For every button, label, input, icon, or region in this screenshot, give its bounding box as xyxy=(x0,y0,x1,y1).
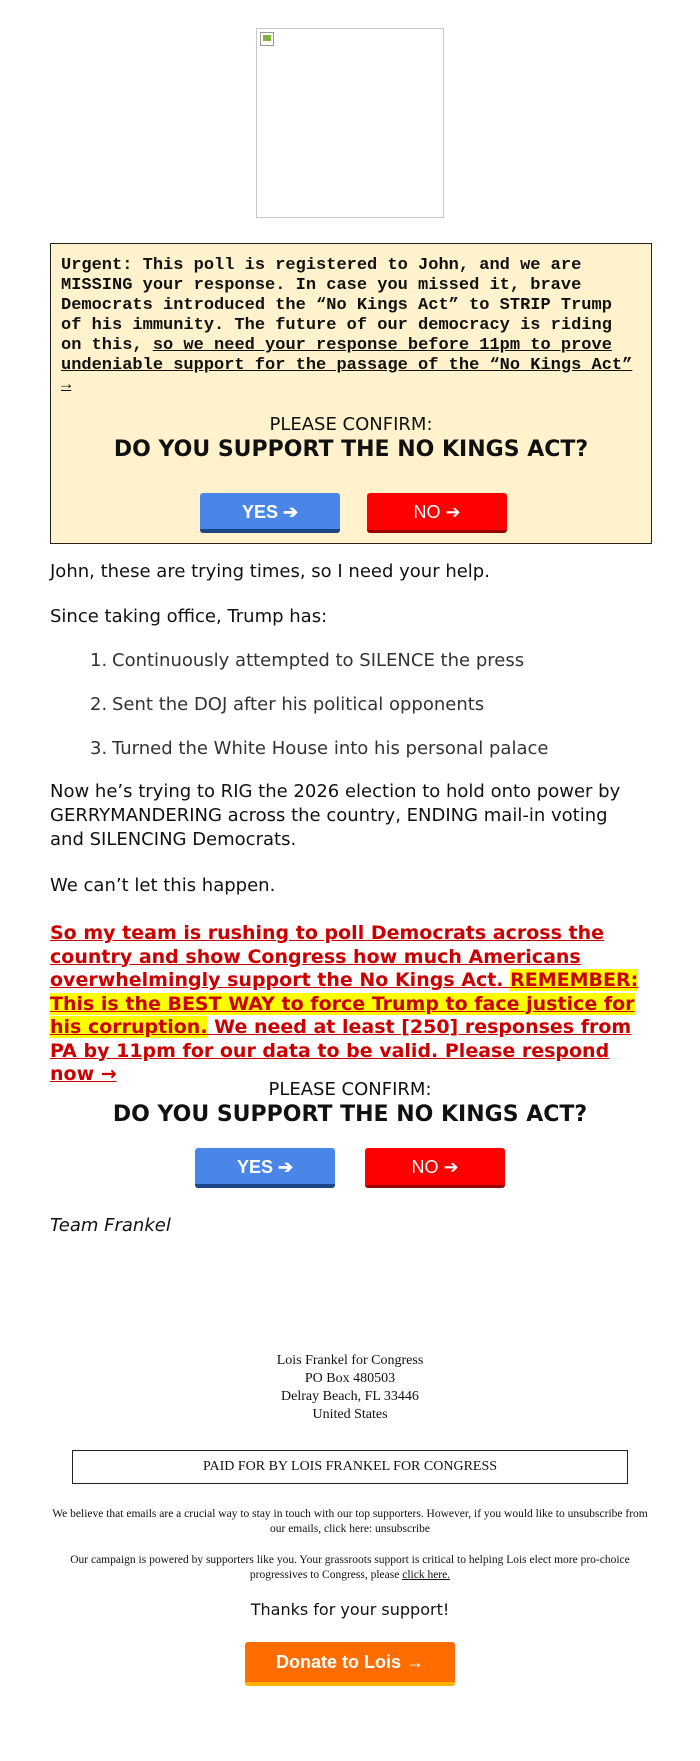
address-line: Lois Frankel for Congress xyxy=(276,1353,424,1368)
list-text: Sent the DOJ after his political opponents xyxy=(112,694,485,715)
powered-body: Our campaign is powered by supporters like you. Your grassroots support is critical to helping Lois elect more pro-choice progressives to Congress, please xyxy=(70,1554,630,1581)
no-button-2[interactable]: NO ➔ xyxy=(365,1148,505,1188)
highlighted-text[interactable]: REMEMBER: This is the BEST WAY to force Trump to face justice for his corruption. xyxy=(50,969,639,1038)
unsubscribe-text[interactable]: We believe that emails are a crucial way to stay in touch with our top supporters. However, if you would like to unsubscribe from our emails, click here: unsubscribe xyxy=(52,1508,648,1535)
poll-link-paragraph[interactable] xyxy=(50,922,652,1087)
address-line: United States xyxy=(312,1407,388,1422)
list-number: 1. xyxy=(90,650,108,671)
address-line: PO Box 480503 xyxy=(304,1371,396,1386)
intro-text: John, these are trying times, so I need your help. xyxy=(50,561,490,582)
rig-paragraph: Now he’s trying to RIG the 2026 election to hold onto power by GERRYMANDERING across the country, ENDING mail-in voting and SILENCING Democrats. xyxy=(50,781,621,850)
list-item xyxy=(90,694,650,715)
urgent-poll-box xyxy=(50,243,652,544)
urgent-message-link[interactable]: so we need your response before 11pm to prove undeniable support for the passage of the “No Kings Act” → xyxy=(61,336,633,395)
list-item xyxy=(90,738,650,759)
list-item xyxy=(90,650,650,671)
address-line: Delray Beach, FL 33446 xyxy=(281,1389,419,1404)
broken-image-icon xyxy=(260,32,274,46)
urgent-message-text: Urgent: This poll is registered to John, and we are MISSING your response. In case you missed it, brave Democrats introduced the “No Kings Act” to STRIP Trump of his immunity. The future of our democracy is riding on this, xyxy=(61,256,612,355)
yes-button[interactable]: YES ➔ xyxy=(200,493,340,533)
powered-text xyxy=(50,1553,650,1583)
click-here-link[interactable]: click here. xyxy=(402,1569,451,1581)
signature: Team Frankel xyxy=(50,1215,171,1236)
since-text: Since taking office, Trump has: xyxy=(50,606,328,627)
confirm-question-2: DO YOU SUPPORT THE NO KINGS ACT? xyxy=(112,1102,588,1127)
confirm-label: PLEASE CONFIRM: xyxy=(269,414,433,435)
donate-button[interactable]: Donate to Lois → xyxy=(245,1642,455,1686)
thanks-text: Thanks for your support! xyxy=(250,1600,450,1619)
cant-text: We can’t let this happen. xyxy=(50,875,276,896)
list-number: 3. xyxy=(90,738,108,759)
urgent-message xyxy=(61,256,641,396)
header-image xyxy=(256,28,444,218)
poll-link-text[interactable]: So my team is rushing to poll Democrats across the country and show Congress how much Americans overwhelmingly support the No Kings Act. xyxy=(50,922,605,991)
yes-button-2[interactable]: YES ➔ xyxy=(195,1148,335,1188)
mailing-address xyxy=(0,1352,700,1424)
list-text: Turned the White House into his personal palace xyxy=(112,738,549,759)
confirm-label-2: PLEASE CONFIRM: xyxy=(268,1079,432,1100)
list-number: 2. xyxy=(90,694,108,715)
respond-now-link[interactable]: We need at least [250] responses from PA by 11pm for our data to be valid. Please respond now → xyxy=(50,1016,632,1085)
confirm-question: DO YOU SUPPORT THE NO KINGS ACT? xyxy=(113,437,589,462)
no-button[interactable]: NO ➔ xyxy=(367,493,507,533)
paid-for-disclaimer: PAID FOR BY LOIS FRANKEL FOR CONGRESS xyxy=(72,1450,628,1484)
list-text: Continuously attempted to SILENCE the press xyxy=(112,650,525,671)
